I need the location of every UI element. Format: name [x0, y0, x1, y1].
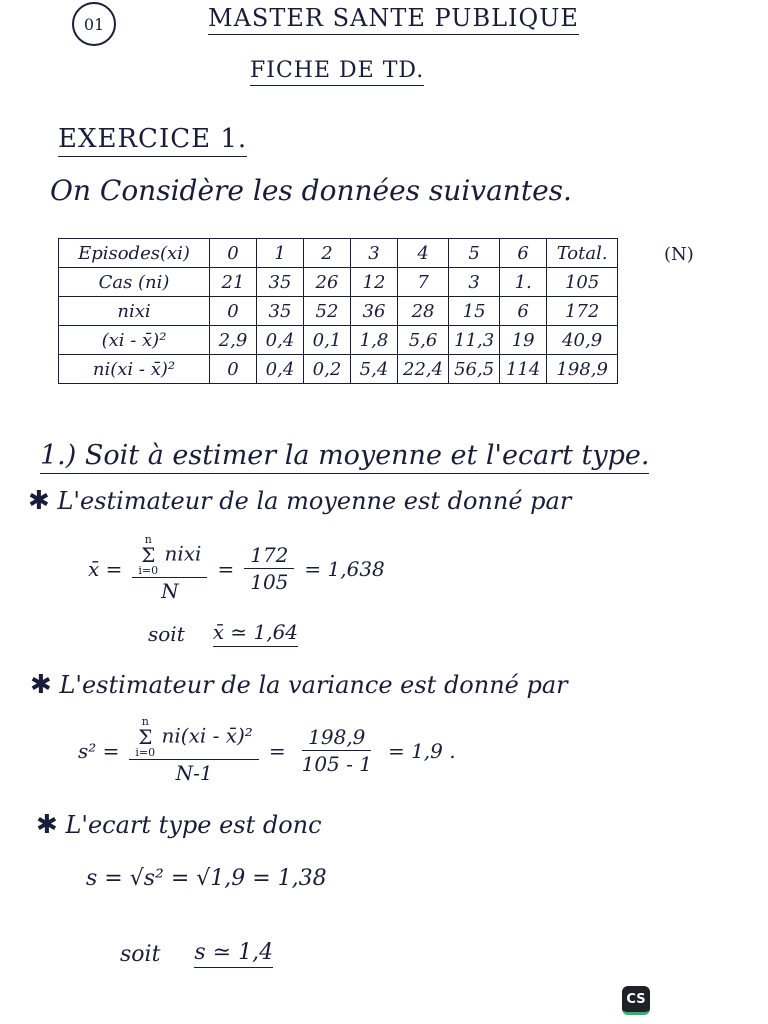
variance-statement: [30, 670, 568, 700]
mean-frac-num: 172: [244, 543, 294, 569]
document-subtitle: FICHE DE TD.: [250, 58, 424, 86]
table-cell: 2: [304, 239, 351, 268]
table-header-label: Episodes(xi): [59, 239, 210, 268]
sum-symbol: n Σ i=0: [135, 715, 156, 759]
table-cell: 0: [210, 239, 257, 268]
exercise-title: EXERCICE 1.: [58, 124, 247, 157]
table-cell: 56,5: [449, 355, 500, 384]
stddev-statement: [36, 810, 322, 840]
stddev-statement-text: L'ecart type est donc: [65, 811, 322, 839]
table-cell: 4: [398, 239, 449, 268]
stddev-formula: s = √s² = √1,9 = 1,38: [86, 866, 327, 891]
mean-approx-value: x̄ ≃ 1,64: [213, 620, 298, 647]
table-cell: 2,9: [210, 326, 257, 355]
mean-statement: [28, 486, 571, 516]
asterisk-icon: ✱: [28, 486, 50, 516]
mean-sum-term: nixi: [164, 541, 202, 566]
table-total-header: Total.: [547, 239, 618, 268]
table-cell: 7: [398, 268, 449, 297]
page-number: 01: [83, 14, 105, 34]
row-label: Cas (ni): [59, 268, 210, 297]
variance-statement-text: L'estimateur de la variance est donné par: [59, 671, 568, 699]
table-cell: 26: [304, 268, 351, 297]
table-cell: 52: [304, 297, 351, 326]
mean-formula: x̄ = n Σ i=0 nixi N = $\frac{172}{105}$ = 1,638: [88, 533, 385, 603]
mean-soit: soit: [148, 621, 185, 646]
question-1: 1.) Soit à estimer la moyenne et l'ecart type.: [40, 440, 649, 474]
table-cell: 0: [210, 297, 257, 326]
table-cell: 114: [500, 355, 547, 384]
mean-lhs: x̄ =: [88, 556, 123, 581]
mean-frac-den: 105: [250, 570, 289, 594]
stddev-approx-value: s ≃ 1,4: [194, 940, 273, 968]
variance-sum-term: ni(xi - x̄)²: [161, 723, 253, 748]
table-cell: 28: [398, 297, 449, 326]
table-cell: 1.: [500, 268, 547, 297]
table-cell: 1,8: [351, 326, 398, 355]
table-cell: 1: [257, 239, 304, 268]
mean-denominator: N: [161, 579, 179, 603]
table-cell: 35: [257, 297, 304, 326]
total-n-label: (N): [664, 244, 694, 265]
variance-numeric-fraction: [296, 725, 378, 776]
row-label: ni(xi - x̄)²: [59, 355, 210, 384]
row-label: (xi - x̄)²: [59, 326, 210, 355]
variance-frac-den: 105 - 1: [301, 752, 372, 776]
table-row: [59, 297, 618, 326]
row-total: 105: [547, 268, 618, 297]
sum-symbol: n Σ i=0: [138, 533, 159, 577]
mean-approx: [148, 620, 298, 647]
mean-sum-fraction: [132, 534, 207, 603]
table-cell: 0,4: [257, 355, 304, 384]
table-cell: 21: [210, 268, 257, 297]
row-total: 40,9: [547, 326, 618, 355]
row-total: 172: [547, 297, 618, 326]
table-cell: 19: [500, 326, 547, 355]
data-table: [58, 238, 618, 384]
table-cell: 0,2: [304, 355, 351, 384]
table-row: [59, 268, 618, 297]
sigma-icon: Σ: [141, 543, 156, 567]
variance-frac-num: 198,9: [302, 725, 371, 751]
mean-result: = 1,638: [304, 556, 385, 581]
row-total: 198,9: [547, 355, 618, 384]
mean-statement-text: L'estimateur de la moyenne est donné par: [57, 487, 572, 515]
table-cell: 15: [449, 297, 500, 326]
table-cell: 3: [449, 268, 500, 297]
table-cell: 35: [257, 268, 304, 297]
stddev-soit: soit: [120, 941, 161, 967]
row-label: nixi: [59, 297, 210, 326]
table-cell: 22,4: [398, 355, 449, 384]
stddev-approx: [120, 940, 273, 968]
exercise-intro: On Considère les données suivantes.: [50, 174, 572, 207]
table-row: [59, 355, 618, 384]
variance-sum-fraction: [129, 716, 258, 785]
table-cell: 3: [351, 239, 398, 268]
camscanner-logo: CS: [622, 986, 650, 1015]
variance-formula: s² = n Σ i=0 ni(xi - x̄)² N-1 = $\frac{198,9}{105 - 1}$ = 1,9 .: [78, 715, 456, 785]
variance-denominator: N-1: [175, 761, 213, 785]
table-cell: 12: [351, 268, 398, 297]
table-cell: 0,1: [304, 326, 351, 355]
table-cell: 6: [500, 297, 547, 326]
table-header-row: [59, 239, 618, 268]
page-number-badge: [72, 2, 116, 46]
table-cell: 0: [210, 355, 257, 384]
table-row: [59, 326, 618, 355]
table-cell: 5,6: [398, 326, 449, 355]
table-cell: 11,3: [449, 326, 500, 355]
table-cell: 5: [449, 239, 500, 268]
table-cell: 0,4: [257, 326, 304, 355]
table-cell: 36: [351, 297, 398, 326]
variance-lhs: s² =: [78, 738, 120, 763]
table-cell: 6: [500, 239, 547, 268]
sigma-icon: Σ: [138, 725, 153, 749]
document-title: MASTER SANTE PUBLIQUE: [208, 4, 579, 35]
variance-result: = 1,9 .: [387, 738, 456, 763]
asterisk-icon: ✱: [30, 670, 52, 700]
asterisk-icon: ✱: [36, 810, 58, 840]
mean-numeric-fraction: [244, 543, 294, 594]
table-cell: 5,4: [351, 355, 398, 384]
